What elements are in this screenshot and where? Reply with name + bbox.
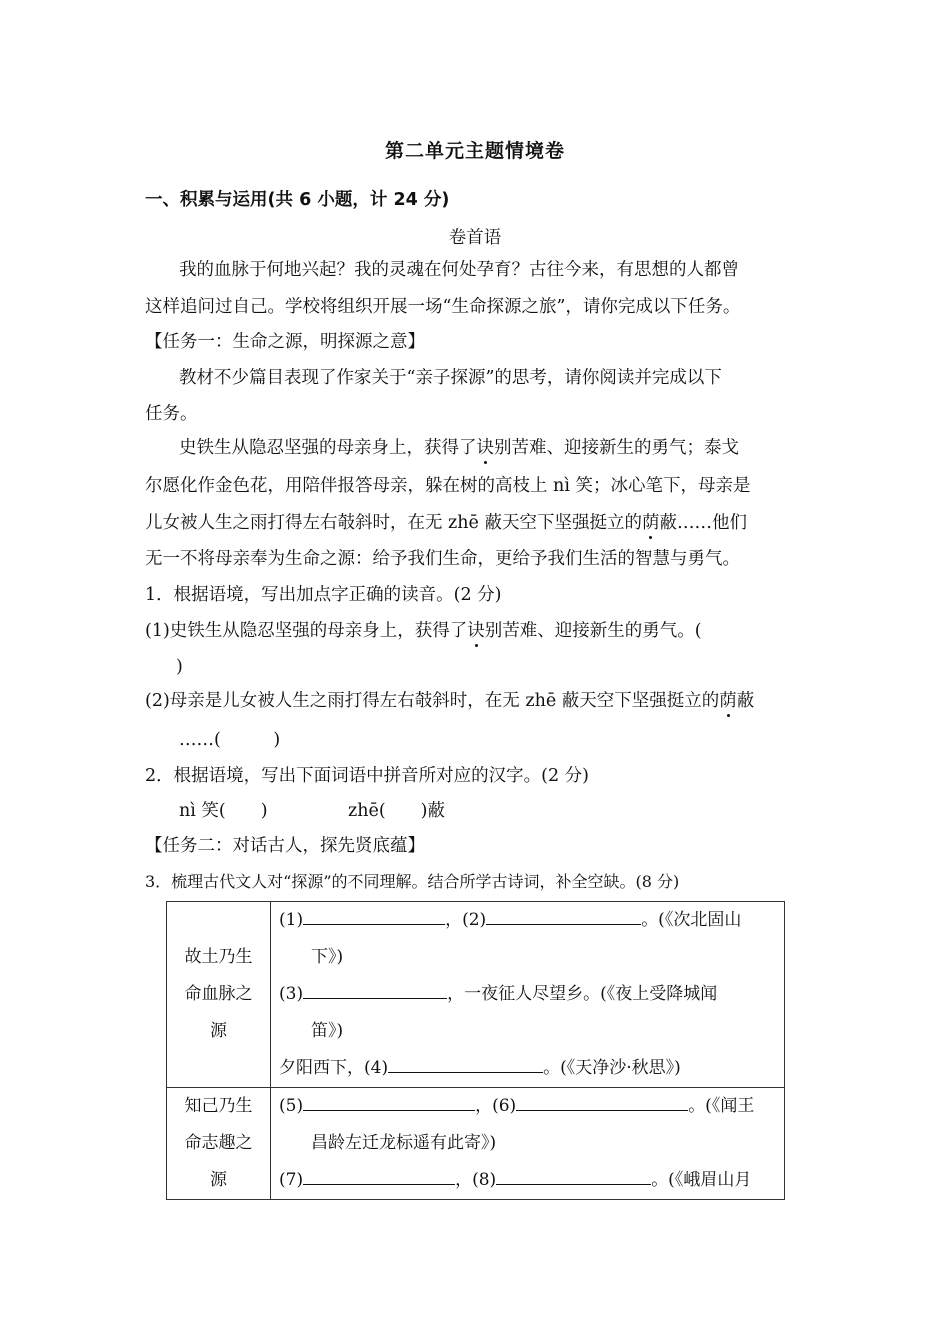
source-text: 。(《峨眉山月 — [651, 1170, 752, 1190]
label-line: 命血脉之 — [184, 984, 253, 1004]
question-1-stem: 1．根据语境，写出加点字正确的读音。(2 分) — [145, 585, 502, 605]
fill-blank[interactable] — [303, 980, 447, 999]
passage-text: 别苦难、迎接新生的勇气；泰戈 — [494, 438, 739, 458]
content-line: 昌龄左迁龙标遥有此寄》) — [311, 1133, 497, 1153]
passage-line — [179, 436, 739, 460]
task1-heading: 【任务一：生命之源，明探源之意】 — [145, 332, 425, 352]
source-text: 。(《闻王 — [688, 1096, 755, 1116]
dotted-char: 诀 — [476, 438, 494, 458]
row-content — [271, 1088, 785, 1200]
dotted-char: 荫 — [719, 691, 737, 711]
blank-number: ，(2) — [445, 910, 487, 930]
q1-text: (2)母亲是儿女被人生之雨打得左右攲斜时，在无 zhē 蔽天空下坚强挺立的 — [145, 691, 720, 711]
content-line — [279, 1162, 778, 1199]
label-line: 故土乃生 — [184, 947, 253, 967]
task2-heading: 【任务二：对话古人，探先贤底蕴】 — [145, 836, 425, 856]
blank-number: (7) — [279, 1170, 304, 1190]
dotted-char: 荫 — [641, 513, 660, 533]
label-line: 源 — [210, 1170, 227, 1190]
label-line: 源 — [210, 1021, 227, 1041]
content-line: 下》) — [311, 947, 344, 967]
passage-text: 蔽……他们 — [659, 513, 747, 533]
passage-line — [145, 511, 747, 535]
q2-item: nì 笑( ) — [179, 801, 268, 821]
row-label — [167, 1088, 271, 1200]
table-row — [167, 902, 785, 1088]
question-2-stem: 2．根据语境，写出下面词语中拼音所对应的汉字。(2 分) — [145, 766, 589, 786]
fill-blank[interactable] — [303, 1092, 475, 1111]
label-line: 知己乃生 — [184, 1096, 253, 1116]
blank-number: (1) — [279, 910, 304, 930]
passage-line: 无一不将母亲奉为生命之源：给予我们生命，更给予我们生活的智慧与勇气。 — [145, 549, 740, 569]
question-1-sub-2 — [145, 689, 754, 713]
table-row — [167, 1088, 785, 1200]
source-text: 夕阳西下，(4) — [279, 1058, 389, 1078]
fill-blank[interactable] — [303, 1166, 455, 1185]
passage-text: 史铁生从隐忍坚强的母亲身上，获得了 — [179, 438, 477, 458]
section-heading: 一、积累与运用(共 6 小题，计 24 分) — [145, 190, 450, 210]
source-text: ，一夜征人尽望乡。(《夜上受降城闻 — [447, 984, 718, 1004]
row-label — [167, 902, 271, 1088]
fill-blank[interactable] — [496, 1166, 651, 1185]
answer-paren: ) — [176, 657, 183, 677]
content-line — [279, 976, 778, 1013]
content-line — [279, 902, 778, 939]
intro-line: 我的血脉于何地兴起？我的灵魂在何处孕育？古往今来，有思想的人都曾 — [179, 260, 739, 280]
source-text: 。(《次北固山 — [641, 910, 742, 930]
answer-paren: ……( ) — [179, 730, 281, 750]
intro-line: 这样追问过自己。学校将组织开展一场“生命探源之旅”，请你完成以下任务。 — [145, 297, 741, 317]
fill-blank[interactable] — [388, 1054, 543, 1073]
content-line — [279, 1050, 778, 1087]
poem-table — [166, 901, 785, 1200]
fill-blank[interactable] — [303, 906, 445, 925]
q1-text: 别苦难、迎接新生的勇气。( — [484, 621, 702, 641]
source-text: 。(《天净沙·秋思》) — [543, 1058, 681, 1078]
fill-blank[interactable] — [516, 1092, 688, 1111]
q2-item: zhē( )蔽 — [348, 801, 446, 821]
blank-number: (3) — [279, 984, 304, 1004]
fill-blank[interactable] — [486, 906, 641, 925]
passage-line: 尔愿化作金色花，用陪伴报答母亲，躲在树的高枝上 nì 笑；冰心笔下，母亲是 — [145, 476, 751, 496]
question-1-sub-1 — [145, 619, 702, 643]
dotted-char: 诀 — [467, 621, 485, 641]
subheading: 卷首语 — [448, 228, 502, 248]
passage-text: 儿女被人生之雨打得左右攲斜时，在无 zhē 蔽天空下坚强挺立的 — [145, 513, 642, 533]
content-line — [279, 1088, 778, 1125]
blank-number: (5) — [279, 1096, 304, 1116]
task1-intro-line: 教材不少篇目表现了作家关于“亲子探源”的思考，请你阅读并完成以下 — [179, 368, 722, 388]
q1-text: (1)史铁生从隐忍坚强的母亲身上，获得了 — [145, 621, 468, 641]
page-title: 第二单元主题情境卷 — [384, 140, 565, 162]
blank-number: ，(8) — [455, 1170, 497, 1190]
q1-text: 蔽 — [736, 691, 755, 711]
label-line: 命志趣之 — [184, 1133, 253, 1153]
blank-number: ，(6) — [475, 1096, 517, 1116]
question-3-stem: 3．梳理古代文人对“探源”的不同理解。结合所学古诗词，补全空缺。(8 分) — [145, 872, 680, 891]
content-line: 笛》) — [311, 1021, 344, 1041]
row-content — [271, 902, 785, 1088]
task1-intro-line: 任务。 — [145, 404, 198, 424]
